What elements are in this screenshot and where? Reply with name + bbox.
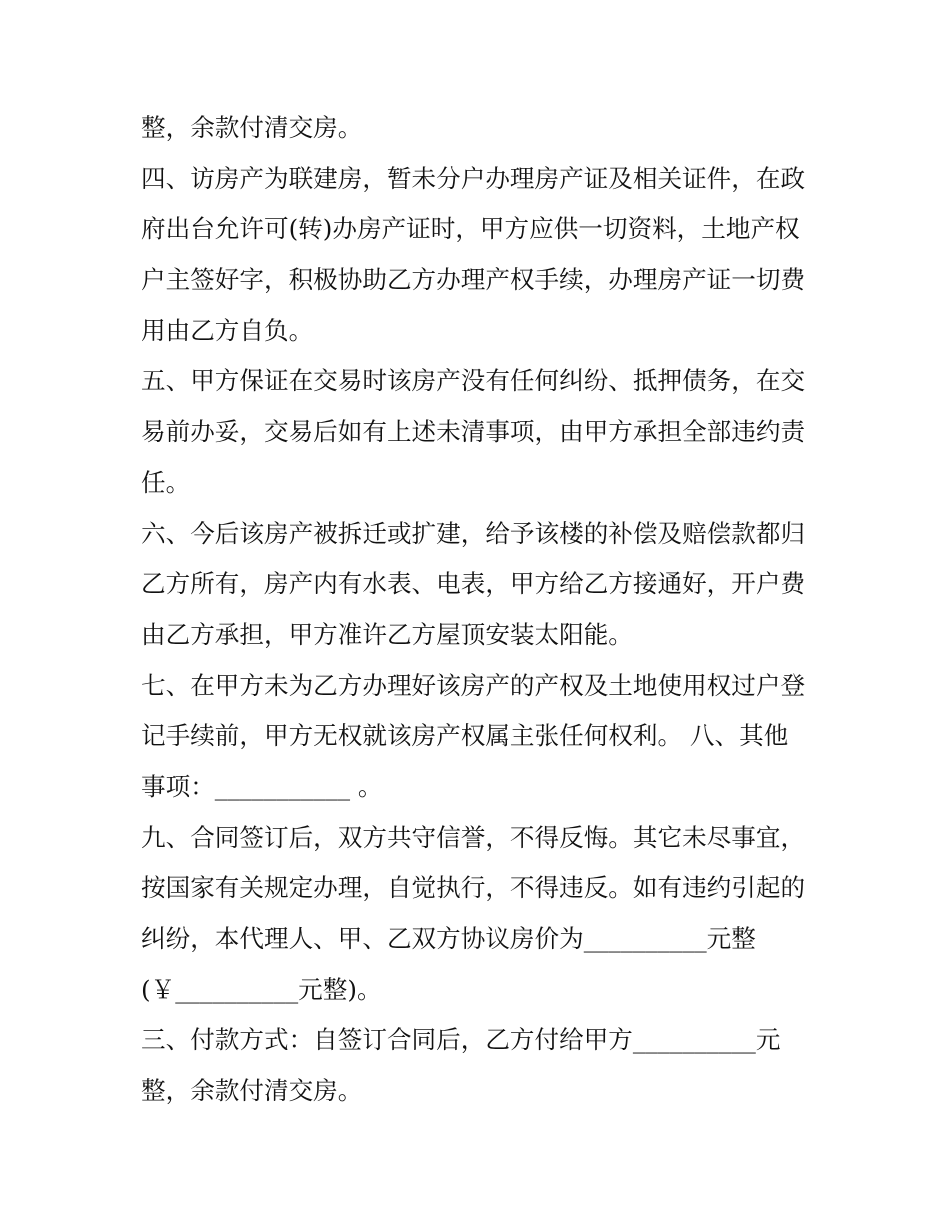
text-line: 用由乙方自负。 [141,315,314,345]
text-line: 整，余款付清交房。 [141,113,363,142]
text-line: 事项：___________ 。 [141,771,383,801]
text-line: 七、在甲方未为乙方办理好该房产的产权及土地使用权过户登 [141,670,806,700]
text-line: (￥__________元整)。 [141,974,382,1004]
text-line: 四、访房产为联建房，暂未分户办理房产证及相关证件，在政 [141,163,806,193]
text-line: 任。 [141,467,191,497]
text-line: 整，余款付清交房。 [141,1076,363,1106]
text-line: 五、甲方保证在交易时该房产没有任何纠纷、抵押债务，在交 [141,366,806,396]
text-line: 乙方所有，房产内有水表、电表，甲方给乙方接通好，开户费 [141,569,806,599]
text-line: 府出台允许可(转)办房产证时，甲方应供一切资料，土地产权 [141,214,800,244]
document-page [141,103,841,1117]
text-line: 由乙方承担，甲方准许乙方屋顶安装太阳能。 [141,619,633,649]
text-line: 九、合同签订后，双方共守信誉，不得反悔。其它未尽事宜， [141,822,806,852]
text-line: 户主签好字，积极协助乙方办理产权手续，办理房产证一切费 [141,265,806,295]
text-line: 按国家有关规定办理，自觉执行，不得违反。如有违约引起的 [141,873,806,903]
text-line: 记手续前，甲方无权就该房产权属主张任何权利。 八、其他 [141,721,789,751]
text-line: 纠纷，本代理人、甲、乙双方协议房价为__________元整 [141,924,756,953]
text-line: 三、付款方式：自签订合同后，乙方付给甲方__________元 [141,1025,781,1055]
text-line: 六、今后该房产被拆迁或扩建，给予该楼的补偿及赔偿款都归 [141,518,806,548]
text-line: 易前办妥，交易后如有上述未清事项，由甲方承担全部违约责 [141,417,806,447]
